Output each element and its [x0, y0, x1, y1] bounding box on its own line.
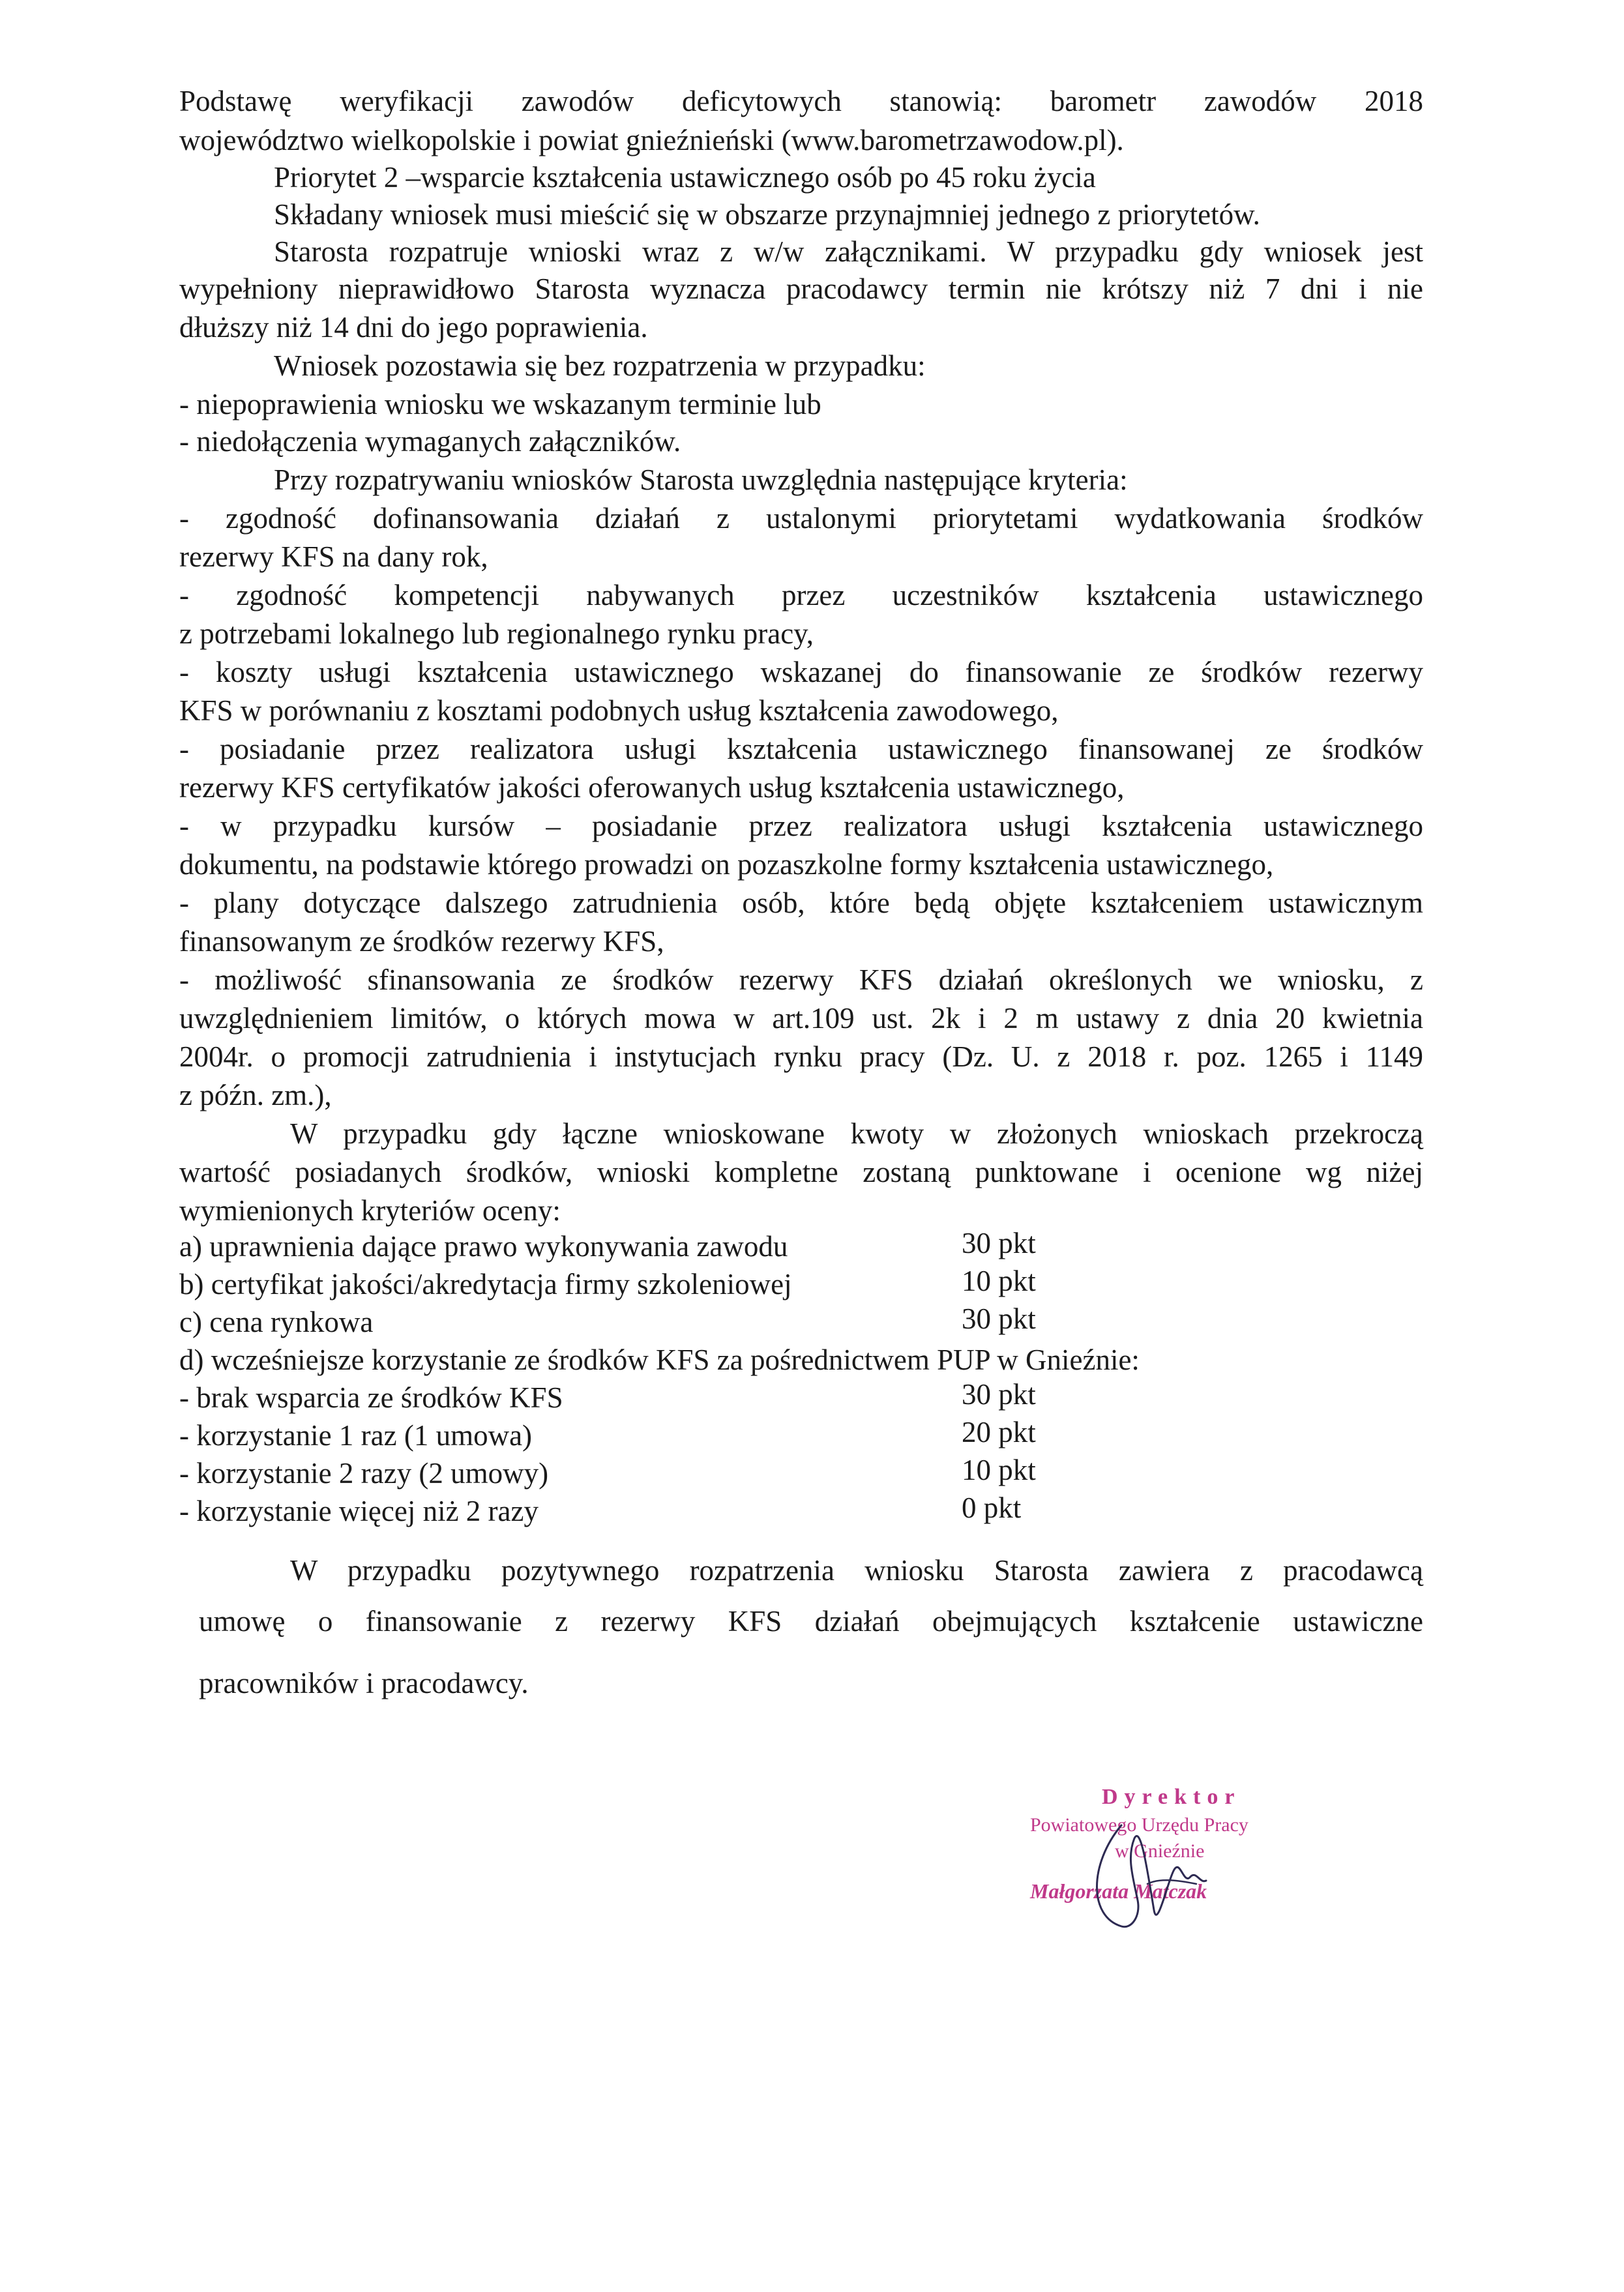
text-line: Przy rozpatrywaniu wniosków Starosta uwzględnia następujące kryteria: [274, 463, 1128, 496]
stamp-city: w Gnieźnie [1115, 1840, 1205, 1862]
text-line: - niepoprawienia wniosku we wskazanym terminie lub [179, 388, 821, 420]
text-line: z potrzebami lokalnego lub regionalnego rynku pracy, [179, 617, 814, 650]
criterion-label: b) certyfikat jakości/akredytacja firmy szkoleniowej [179, 1268, 792, 1300]
usage-label: - brak wsparcia ze środków KFS [179, 1381, 563, 1414]
closing-line: pracowników i pracodawcy. [199, 1667, 529, 1699]
text-line: uwzględnieniem limitów, o których mowa w art.109 ust. 2k i 2 m ustawy z dnia 20 kwietnia [179, 1002, 1423, 1035]
text-line: 2004r. o promocji zatrudnienia i instytucjach rynku pracy (Dz. U. z 2018 r. poz. 1265 i 1149 [179, 1040, 1423, 1073]
text-line: Starosta rozpatruje wnioski wraz z w/w załącznikami. W przypadku gdy wniosek jest [274, 235, 1423, 268]
text-line: Składany wniosek musi mieścić się w obszarze przynajmniej jednego z priorytetów. [274, 198, 1260, 231]
text-line: województwo wielkopolskie i powiat gnieźnieński (www.barometrzawodow.pl). [179, 124, 1124, 156]
text-line: - w przypadku kursów – posiadanie przez realizatora usługi kształcenia ustawicznego [179, 810, 1423, 842]
text-line: dokumentu, na podstawie którego prowadzi on pozaszkolne formy kształcenia ustawicznego, [179, 848, 1274, 881]
criterion-points: 30 pkt [962, 1227, 1036, 1259]
text-line: - niedołączenia wymaganych załączników. [179, 425, 681, 458]
usage-label: - korzystanie więcej niż 2 razy [179, 1495, 539, 1527]
criterion-label: a) uprawnienia dające prawo wykonywania zawodu [179, 1230, 788, 1263]
text-line: KFS w porównaniu z kosztami podobnych usług kształcenia zawodowego, [179, 694, 1059, 727]
text-line: - koszty usługi kształcenia ustawicznego wskazanej do finansowanie ze środków rezerwy [179, 656, 1423, 688]
criterion-d-label: d) wcześniejsze korzystanie ze środków KFS za pośrednictwem PUP w Gnieźnie: [179, 1344, 1140, 1376]
text-line: Podstawę weryfikacji zawodów deficytowych stanowią: barometr zawodów 2018 [179, 85, 1423, 117]
text-line: Priorytet 2 –wsparcie kształcenia ustawicznego osób po 45 roku życia [274, 161, 1096, 194]
text-line: rezerwy KFS na dany rok, [179, 540, 488, 573]
closing-line: umowę o finansowanie z rezerwy KFS działań obejmujących kształcenie ustawiczne [199, 1605, 1423, 1638]
usage-points: 30 pkt [962, 1378, 1036, 1411]
usage-label: - korzystanie 2 razy (2 umowy) [179, 1457, 549, 1490]
text-line: wartość posiadanych środków, wnioski kompletne zostaną punktowane i ocenione wg niżej [179, 1156, 1423, 1188]
text-line: rezerwy KFS certyfikatów jakości oferowanych usług kształcenia ustawicznego, [179, 771, 1125, 804]
text-line: z późn. zm.), [179, 1079, 332, 1111]
usage-points: 20 pkt [962, 1416, 1036, 1448]
stamp-organization: Powiatowego Urzędu Pracy [1030, 1814, 1248, 1836]
criterion-points: 30 pkt [962, 1302, 1036, 1335]
closing-line: W przypadku pozytywnego rozpatrzenia wniosku Starosta zawiera z pracodawcą [290, 1554, 1423, 1587]
stamp-name: Małgorzata Matczak [1030, 1879, 1207, 1903]
usage-label: - korzystanie 1 raz (1 umowa) [179, 1419, 533, 1452]
text-line: - plany dotyczące dalszego zatrudnienia osób, które będą objęte kształceniem ustawicznym [179, 887, 1423, 919]
text-line: W przypadku gdy łączne wnioskowane kwoty w złożonych wnioskach przekroczą [290, 1117, 1423, 1150]
text-line: - posiadanie przez realizatora usługi kształcenia ustawicznego finansowanej ze środków [179, 733, 1423, 765]
text-line: wypełniony nieprawidłowo Starosta wyznacza pracodawcy termin nie krótszy niż 7 dni i nie [179, 272, 1423, 305]
text-line: finansowanym ze środków rezerwy KFS, [179, 925, 664, 958]
text-line: Wniosek pozostawia się bez rozpatrzenia w przypadku: [274, 349, 926, 382]
usage-points: 0 pkt [962, 1491, 1022, 1524]
director-stamp [1017, 1786, 1356, 1936]
usage-points: 10 pkt [962, 1454, 1036, 1486]
stamp-title: Dyrektor [1102, 1785, 1241, 1809]
text-line: - możliwość sfinansowania ze środków rezerwy KFS działań określonych we wniosku, z [179, 963, 1423, 996]
text-line: - zgodność dofinansowania działań z ustalonymi priorytetami wydatkowania środków [179, 502, 1423, 535]
text-line: wymienionych kryteriów oceny: [179, 1194, 561, 1227]
criterion-points: 10 pkt [962, 1265, 1036, 1297]
text-line: - zgodność kompetencji nabywanych przez uczestników kształcenia ustawicznego [179, 579, 1423, 611]
criterion-label: c) cena rynkowa [179, 1306, 374, 1338]
text-line: dłuższy niż 14 dni do jego poprawienia. [179, 311, 648, 344]
handwritten-signature [1017, 1786, 1356, 1936]
